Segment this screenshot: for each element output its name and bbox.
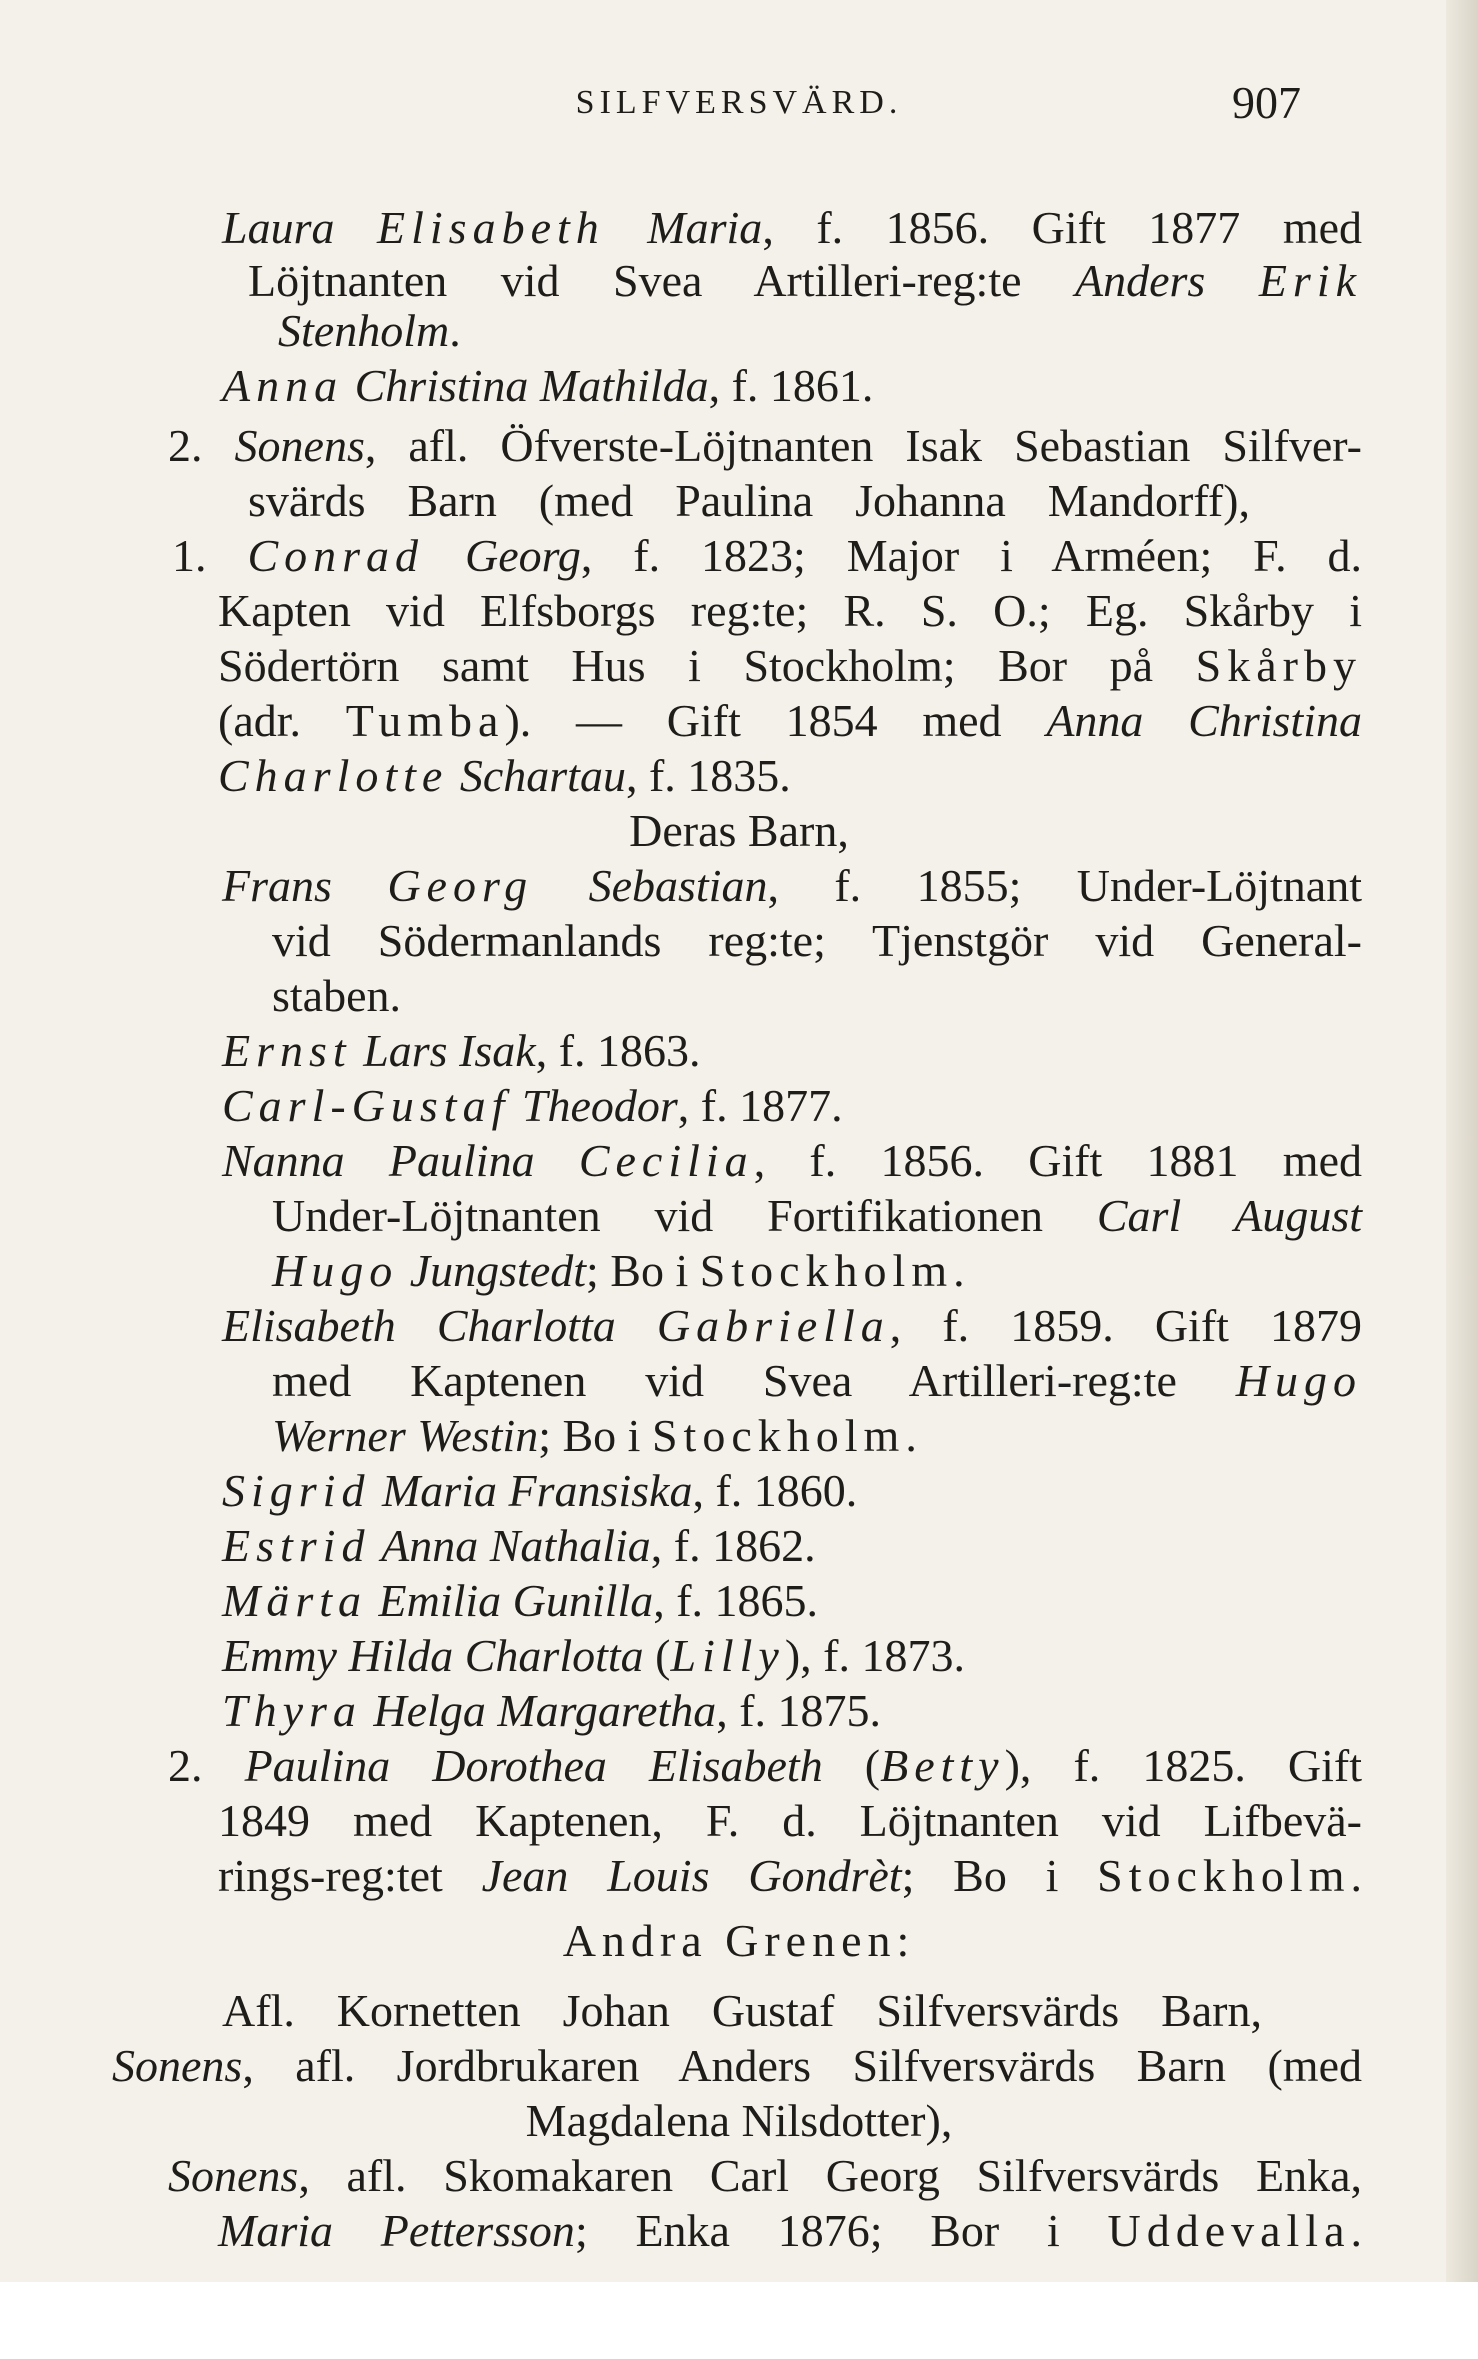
text-line (248, 253, 1478, 309)
text-line (272, 968, 1478, 1024)
name-text: Lilly (670, 1630, 785, 1681)
body-text: ; Enka 1876; Bor i (574, 2205, 1108, 2256)
name-text: Theodor (510, 1080, 678, 1131)
text-line (112, 2038, 1478, 2094)
name-text: Sonens (234, 420, 365, 471)
text-line (272, 1353, 1478, 1409)
text-line (168, 418, 1478, 474)
name-text: Emmy Hilda Charlotta (222, 1630, 656, 1681)
body-text: , f. 1862. (650, 1520, 816, 1571)
text-line (222, 1518, 1478, 1574)
body-text: Magdalena Nilsdotter), (525, 2095, 953, 2146)
name-text: Emilia Gunilla (367, 1575, 654, 1626)
text-line (222, 1023, 1478, 1079)
name-text: Charlotte (218, 750, 449, 801)
body-text: rings-reg:tet (218, 1850, 482, 1901)
name-text: Frans (222, 860, 388, 911)
body-text: , f. 1855; Under-Löjtnant (767, 860, 1362, 911)
body-text: Deras Barn, (629, 805, 849, 856)
body-text: Under-Löjtnanten vid Fortifikationen (272, 1190, 1097, 1241)
text-line (0, 2093, 1478, 2149)
bottom-margin (0, 2282, 1478, 2359)
name-text: Anna Christina (1046, 695, 1362, 746)
text-line (222, 358, 1478, 414)
body-text: , f. 1865. (653, 1575, 819, 1626)
name-text: Schartau (448, 750, 626, 801)
text-line (0, 803, 1478, 859)
body-text: , afl. Skomakaren Carl Georg Silfversvärds Enka, (298, 2150, 1362, 2201)
body-text: , afl. Jordbrukaren Anders Silfversvärds Barn (med (242, 2040, 1362, 2091)
running-head: SILFVERSVÄRD. (575, 84, 903, 121)
text-line (222, 1133, 1478, 1189)
body-text: , f. 1835. (625, 750, 791, 801)
text-line (218, 2203, 1478, 2259)
name-text: Elisabeth (377, 202, 605, 253)
name-text: Conrad (247, 530, 425, 581)
text-line (222, 1078, 1478, 1134)
text-line (248, 473, 1478, 529)
name-text: Stenholm (278, 305, 450, 356)
body-text: staben. (272, 970, 402, 1021)
body-text: Skårby (1195, 640, 1362, 691)
name-text: Paulina Dorothea Elisabeth (244, 1740, 865, 1791)
name-text: Georg (387, 860, 534, 911)
body-text: ; Bo i (586, 1245, 700, 1296)
text-line (218, 583, 1478, 639)
body-text: . (449, 305, 461, 356)
text-line (222, 1628, 1478, 1684)
text-line (172, 528, 1478, 584)
text-line (278, 303, 1478, 359)
body-text: 1849 med Kaptenen, F. d. Löjtnanten vid Lifbevä- (218, 1795, 1362, 1846)
name-text: Thyra (222, 1685, 362, 1736)
name-text: Betty (880, 1740, 1005, 1791)
body-text: , f. 1823; Major i Arméen; F. d. (580, 530, 1363, 581)
name-text: Carl-Gustaf (222, 1080, 511, 1131)
name-text: Maria Pettersson (218, 2205, 575, 2256)
body-text: , f. 1859. Gift 1879 (889, 1300, 1363, 1351)
body-text: vid Södermanlands reg:te; Tjenstgör vid General- (272, 915, 1362, 966)
text-line (218, 693, 1478, 749)
body-text: Andra Grenen: (562, 1915, 916, 1966)
name-text: Helga Margaretha (361, 1685, 717, 1736)
body-text: Tumba (345, 695, 505, 746)
name-text: Sonens (168, 2150, 299, 2201)
body-text: ( (864, 1740, 881, 1791)
body-text: ; Bo i (538, 1410, 652, 1461)
text-line (222, 1298, 1478, 1354)
name-text: Christina Mathilda (343, 360, 709, 411)
body-text: svärds Barn (med Paulina Johanna Mandorff), (248, 475, 1250, 526)
body-text: Södertörn samt Hus i Stockholm; Bor på (218, 640, 1196, 691)
text-line (218, 1848, 1478, 1904)
name-text: Sonens (112, 2040, 243, 2091)
body-text: . (953, 1245, 965, 1296)
text-line (222, 1573, 1478, 1629)
text-line (218, 638, 1478, 694)
name-text: Laura (222, 202, 378, 253)
body-text: ). — Gift 1854 med (504, 695, 1047, 746)
body-text: Uddevalla (1107, 2205, 1351, 2256)
text-line (222, 1463, 1478, 1519)
name-text: Jungstedt (398, 1245, 587, 1296)
name-text: Anna Nathalia (370, 1520, 651, 1571)
body-text: Stockholm (651, 1410, 906, 1461)
body-text: Kapten vid Elfsborgs reg:te; R. S. O.; Eg. Skårby i (218, 585, 1362, 636)
text-line (168, 1738, 1478, 1794)
name-text: Maria Fransiska (370, 1465, 693, 1516)
body-text: , f. 1860. (692, 1465, 858, 1516)
name-text: Anna (222, 360, 344, 411)
body-text: med Kaptenen vid Svea Artilleri-reg:te (272, 1355, 1236, 1406)
body-text: , f. 1856. Gift 1877 med (762, 202, 1363, 253)
name-text: Nanna Paulina (222, 1135, 579, 1186)
body-text: . (1350, 2205, 1362, 2256)
text-line (168, 2148, 1478, 2204)
name-text: Lars Isak (351, 1025, 536, 1076)
body-text: , f. 1856. Gift 1881 med (753, 1135, 1362, 1186)
name-text: Jean Louis Gondrèt (481, 1850, 902, 1901)
text-line (222, 858, 1478, 914)
name-text: Gabriella (656, 1300, 890, 1351)
body-text: , f. 1875. (716, 1685, 882, 1736)
name-text: Estrid (222, 1520, 371, 1571)
name-text: Hugo (1235, 1355, 1362, 1406)
name-text: Ernst (222, 1025, 352, 1076)
name-text: Märta (222, 1575, 367, 1626)
body-text: Afl. Kornetten Johan Gustaf Silfversvärds Barn, (222, 1985, 1262, 2036)
name-text: Maria (604, 202, 763, 253)
text-line (272, 1243, 1478, 1299)
body-text: 1. (172, 530, 248, 581)
body-text: ), f. 1825. Gift (1004, 1740, 1362, 1791)
body-text: ; Bo i (901, 1850, 1098, 1901)
name-text: Hugo (272, 1245, 399, 1296)
text-line (218, 1793, 1478, 1849)
text-line (272, 1188, 1478, 1244)
body-text: , f. 1861. (708, 360, 874, 411)
text-line (222, 1983, 1478, 2039)
body-text: . (1350, 1850, 1362, 1901)
body-text: . (905, 1410, 917, 1461)
text-line (0, 1913, 1478, 1969)
name-text: Sebastian (533, 860, 768, 911)
body-text: Löjtnanten vid Svea Artilleri-reg:te (248, 255, 1076, 306)
name-text: Anders (1075, 255, 1259, 306)
body-text: 2. (168, 420, 235, 471)
body-text: , f. 1877. (677, 1080, 843, 1131)
text-line (218, 748, 1478, 804)
name-text: Cecilia (578, 1135, 754, 1186)
name-text: Werner Westin (272, 1410, 539, 1461)
name-text: Carl August (1096, 1190, 1362, 1241)
name-text: Sigrid (222, 1465, 371, 1516)
body-text: , afl. Öfverste-Löjtnanten Isak Sebastian Silfver- (364, 420, 1362, 471)
body-text: Stockholm (1097, 1850, 1351, 1901)
name-text: Erik (1258, 255, 1363, 306)
body-text: , f. 1863. (535, 1025, 701, 1076)
name-text: Georg (424, 530, 581, 581)
body-text: Stockholm (699, 1245, 954, 1296)
text-line (222, 200, 1478, 256)
text-line (272, 1408, 1478, 1464)
body-text: ( (655, 1630, 671, 1681)
body-text: 2. (168, 1740, 245, 1791)
body-text: (adr. (218, 695, 346, 746)
text-line (272, 913, 1478, 969)
name-text: Elisabeth Charlotta (222, 1300, 657, 1351)
body-text: ), f. 1873. (784, 1630, 965, 1681)
page-number: 907 (1232, 77, 1301, 128)
text-line (222, 1683, 1478, 1739)
